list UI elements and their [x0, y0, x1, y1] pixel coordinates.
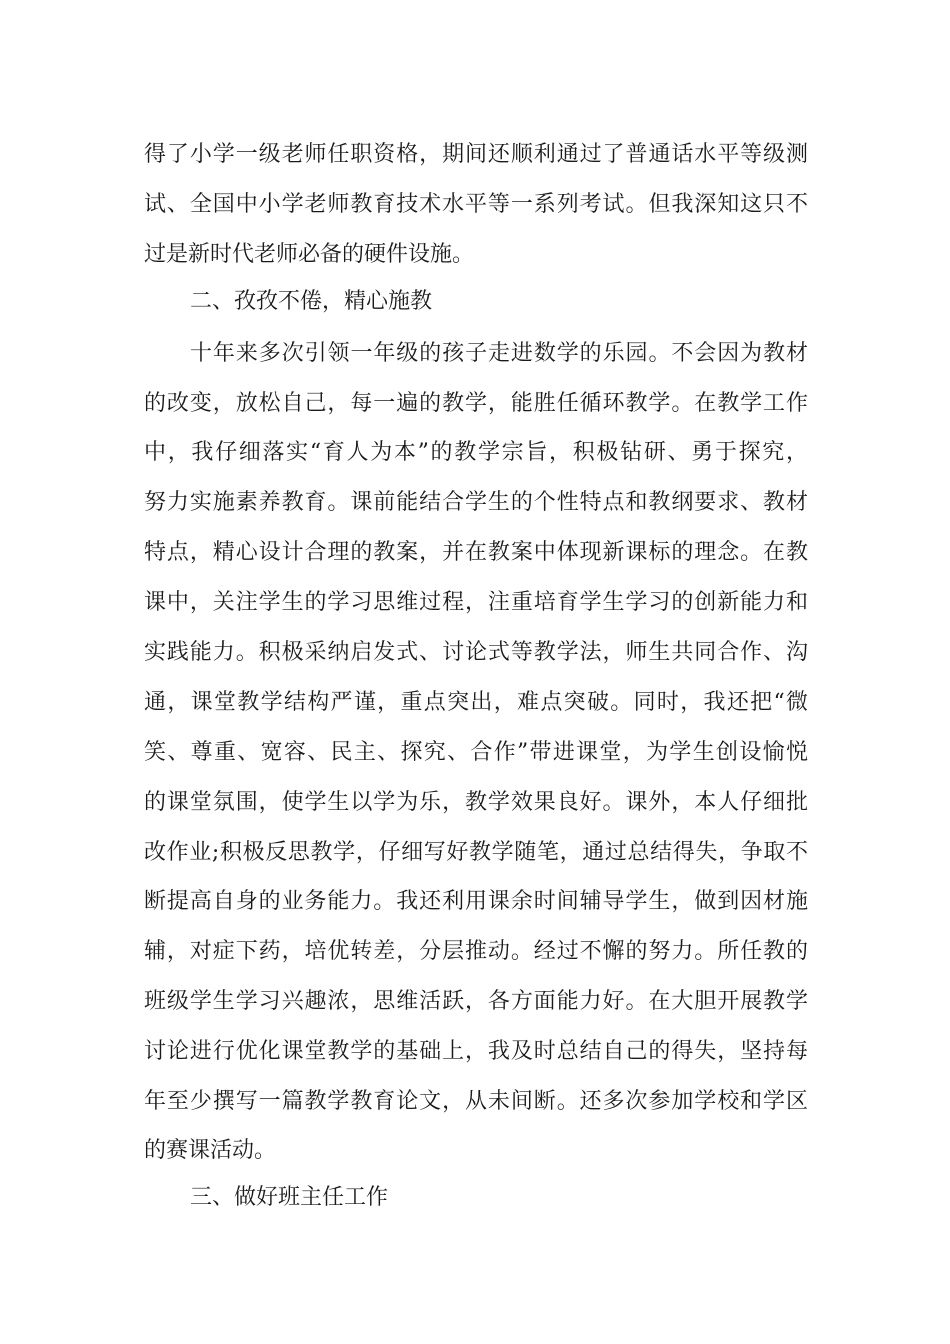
paragraph-line: 班级学生学习兴趣浓，思维活跃，各方面能力好。在大胆开展教学 [144, 989, 808, 1014]
paragraph-line: 特点，精心设计合理的教案，并在教案中体现新课标的理念。在教 [144, 540, 808, 565]
paragraph-line: 得了小学一级老师任职资格，期间还顺利通过了普通话水平等级测 [144, 142, 808, 167]
paragraph-line: 断提高自身的业务能力。我还利用课余时间辅导学生，做到因材施 [144, 889, 808, 914]
paragraph-line: 笑、尊重、宽容、民主、探究、合作”带进课堂，为学生创设愉悦 [144, 740, 808, 765]
paragraph-line: 过是新时代老师必备的硬件设施。 [144, 242, 475, 267]
paragraph-line: 的赛课活动。 [144, 1138, 277, 1163]
paragraph-line: 通，课堂教学结构严谨，重点突出，难点突破。同时，我还把“微 [144, 690, 808, 715]
paragraph-line: 年至少撰写一篇教学教育论文，从未间断。还多次参加学校和学区 [144, 1089, 808, 1114]
section-heading: 三、做好班主任工作 [190, 1185, 389, 1210]
paragraph-line: 试、全国中小学老师教育技术水平等一系列考试。但我深知这只不 [144, 192, 808, 217]
paragraph-line: 课中，关注学生的学习思维过程，注重培育学生学习的创新能力和 [144, 590, 808, 615]
paragraph-line: 中，我仔细落实“育人为本”的教学宗旨，积极钻研、勇于探究， [144, 440, 808, 465]
paragraph-line: 十年来多次引领一年级的孩子走进数学的乐园。不会因为教材 [190, 341, 808, 366]
paragraph-line: 实践能力。积极采纳启发式、讨论式等教学法，师生共同合作、沟 [144, 640, 808, 665]
paragraph-line: 的改变，放松自己，每一遍的教学，能胜任循环教学。在教学工作 [144, 391, 808, 416]
section-heading: 二、孜孜不倦，精心施教 [190, 289, 433, 314]
paragraph-line: 讨论进行优化课堂教学的基础上，我及时总结自己的得失，坚持每 [144, 1039, 808, 1064]
paragraph-line: 辅，对症下药，培优转差，分层推动。经过不懈的努力。所任教的 [144, 939, 808, 964]
paragraph-line: 的课堂氛围，使学生以学为乐，教学效果良好。课外，本人仔细批 [144, 790, 808, 815]
paragraph-line: 改作业;积极反思教学，仔细写好教学随笔，通过总结得失，争取不 [144, 840, 808, 865]
paragraph-line: 努力实施素养教育。课前能结合学生的个性特点和教纲要求、教材 [144, 490, 808, 515]
